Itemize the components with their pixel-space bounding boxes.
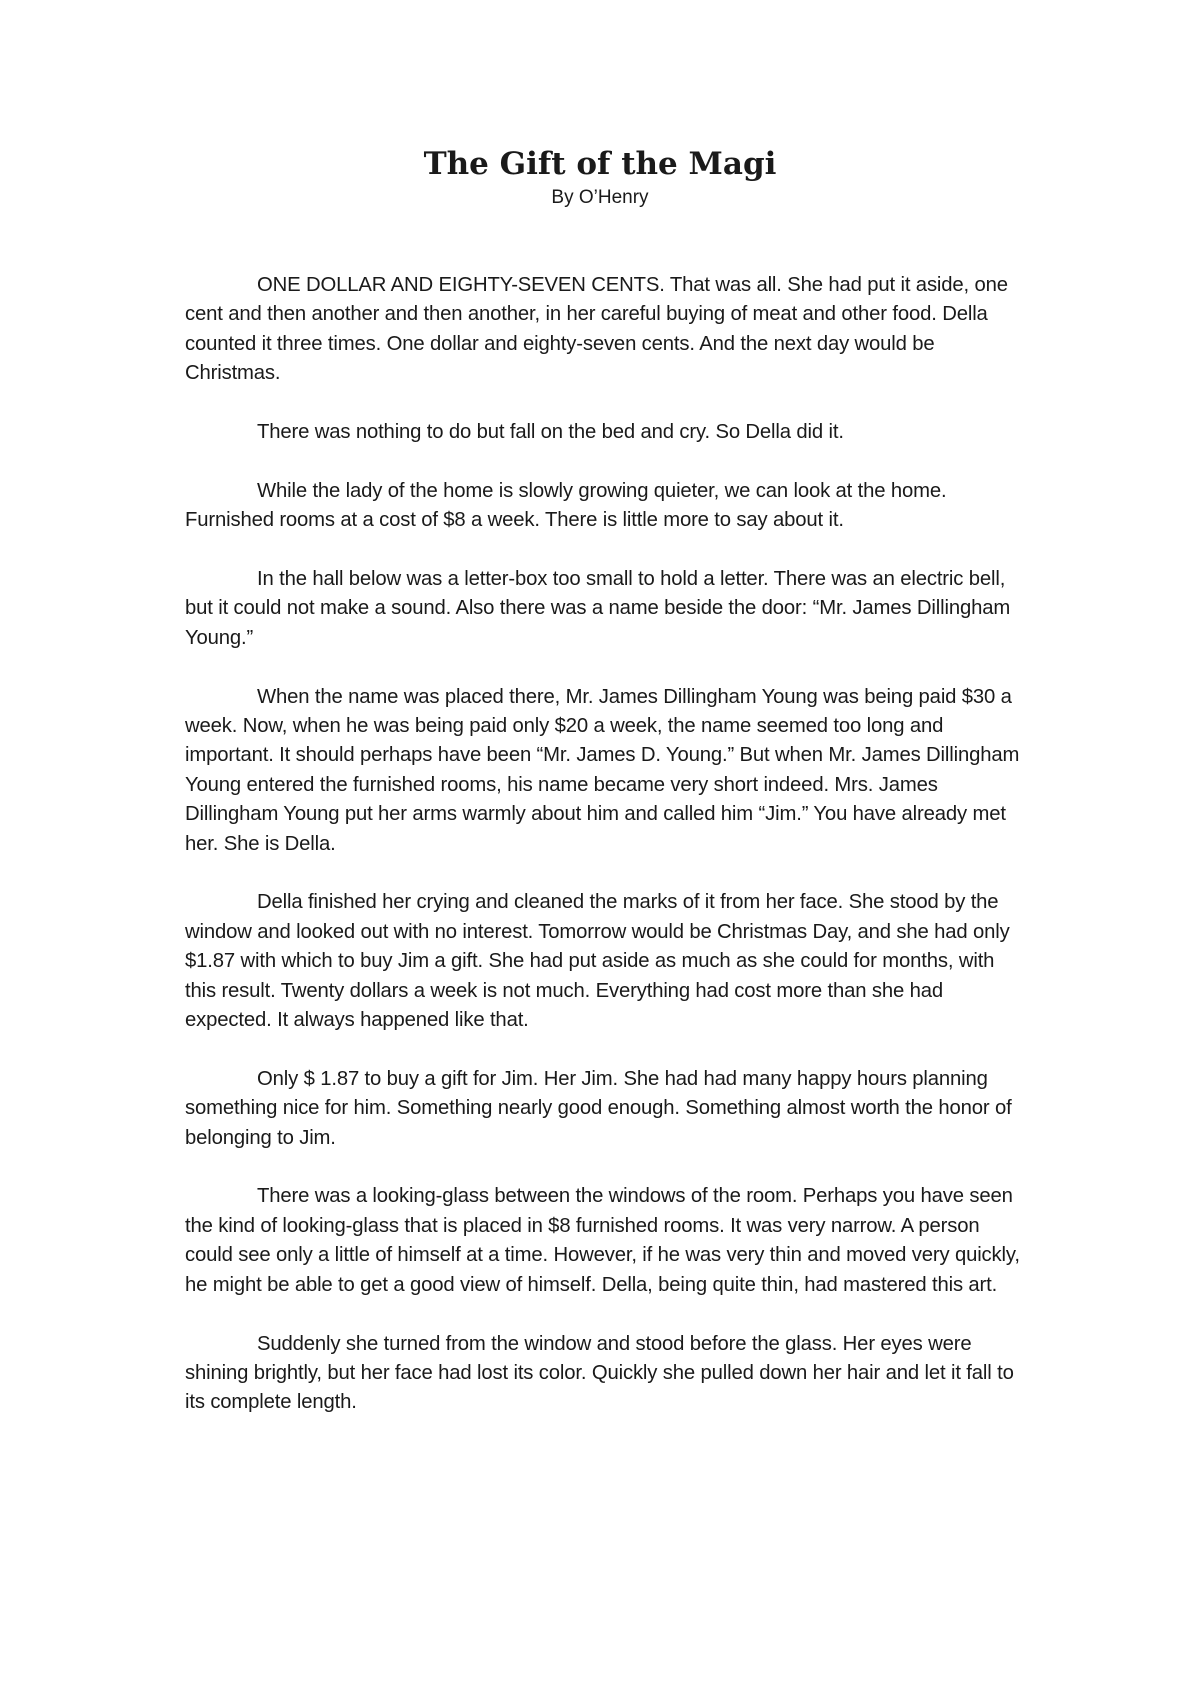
paragraph: When the name was placed there, Mr. James Dillingham Young was being paid $30 a week. Now, when he was being paid only $20 a week, the name seemed too long and important. It should perhaps have been “Mr. James D. Young.” But when Mr. James Dillingham Young entered the furnished rooms, his name became very short indeed. Mrs. James Dillingham Young put her arms warmly about him and called him “Jim.” You have already met her. She is Della. — [185, 685, 1020, 855]
document-author: By O’Henry — [551, 187, 649, 208]
document-title: The Gift of the Magi — [423, 146, 777, 182]
paragraph: There was a looking-glass between the windows of the room. Perhaps you have seen the kind of looking-glass that is placed in $8 furnished rooms. It was very narrow. A person could see only a little of himself at a time. However, if he was very thin and moved very quickly, he might be able to get a good view of himself. Della, being quite thin, had mastered this art. — [185, 1185, 1020, 1296]
paragraph: While the lady of the home is slowly growing quieter, we can look at the home. Furnished rooms at a cost of $8 a week. There is little more to say about it. — [185, 479, 947, 532]
paragraph: Suddenly she turned from the window and stood before the glass. Her eyes were shining brightly, but her face had lost its color. Quickly she pulled down her hair and let it fall to its complete length. — [185, 1332, 1014, 1414]
document-header — [0, 145, 1200, 211]
paragraph: In the hall below was a letter-box too small to hold a letter. There was an electric bell, but it could not make a sound. Also there was a name beside the door: “Mr. James Dillingham Young.” — [185, 568, 1011, 649]
paragraph: There was nothing to do but fall on the bed and cry. So Della did it. — [257, 421, 844, 444]
paragraph: ONE DOLLAR AND EIGHTY-SEVEN CENTS. That was all. She had put it aside, one cent and then another and then another, in her careful buying of meat and other food. Della counted it three times. One dollar and eighty-seven cents. And the next day would be Christmas. — [185, 274, 1008, 385]
paragraph: Only $ 1.87 to buy a gift for Jim. Her Jim. She had had many happy hours planning something nice for him. Something nearly good enough. Something almost worth the honor of belonging to Jim. — [185, 1067, 1012, 1149]
document-body — [185, 271, 1027, 1447]
paragraph: Della finished her crying and cleaned the marks of it from her face. She stood by the window and looked out with no interest. Tomorrow would be Christmas Day, and she had only $1.87 with which to buy Jim a gift. She had put aside as much as she could for months, with this result. Twenty dollars a week is not much. Everything had cost more than she had expected. It always happened like that. — [185, 891, 1010, 1032]
